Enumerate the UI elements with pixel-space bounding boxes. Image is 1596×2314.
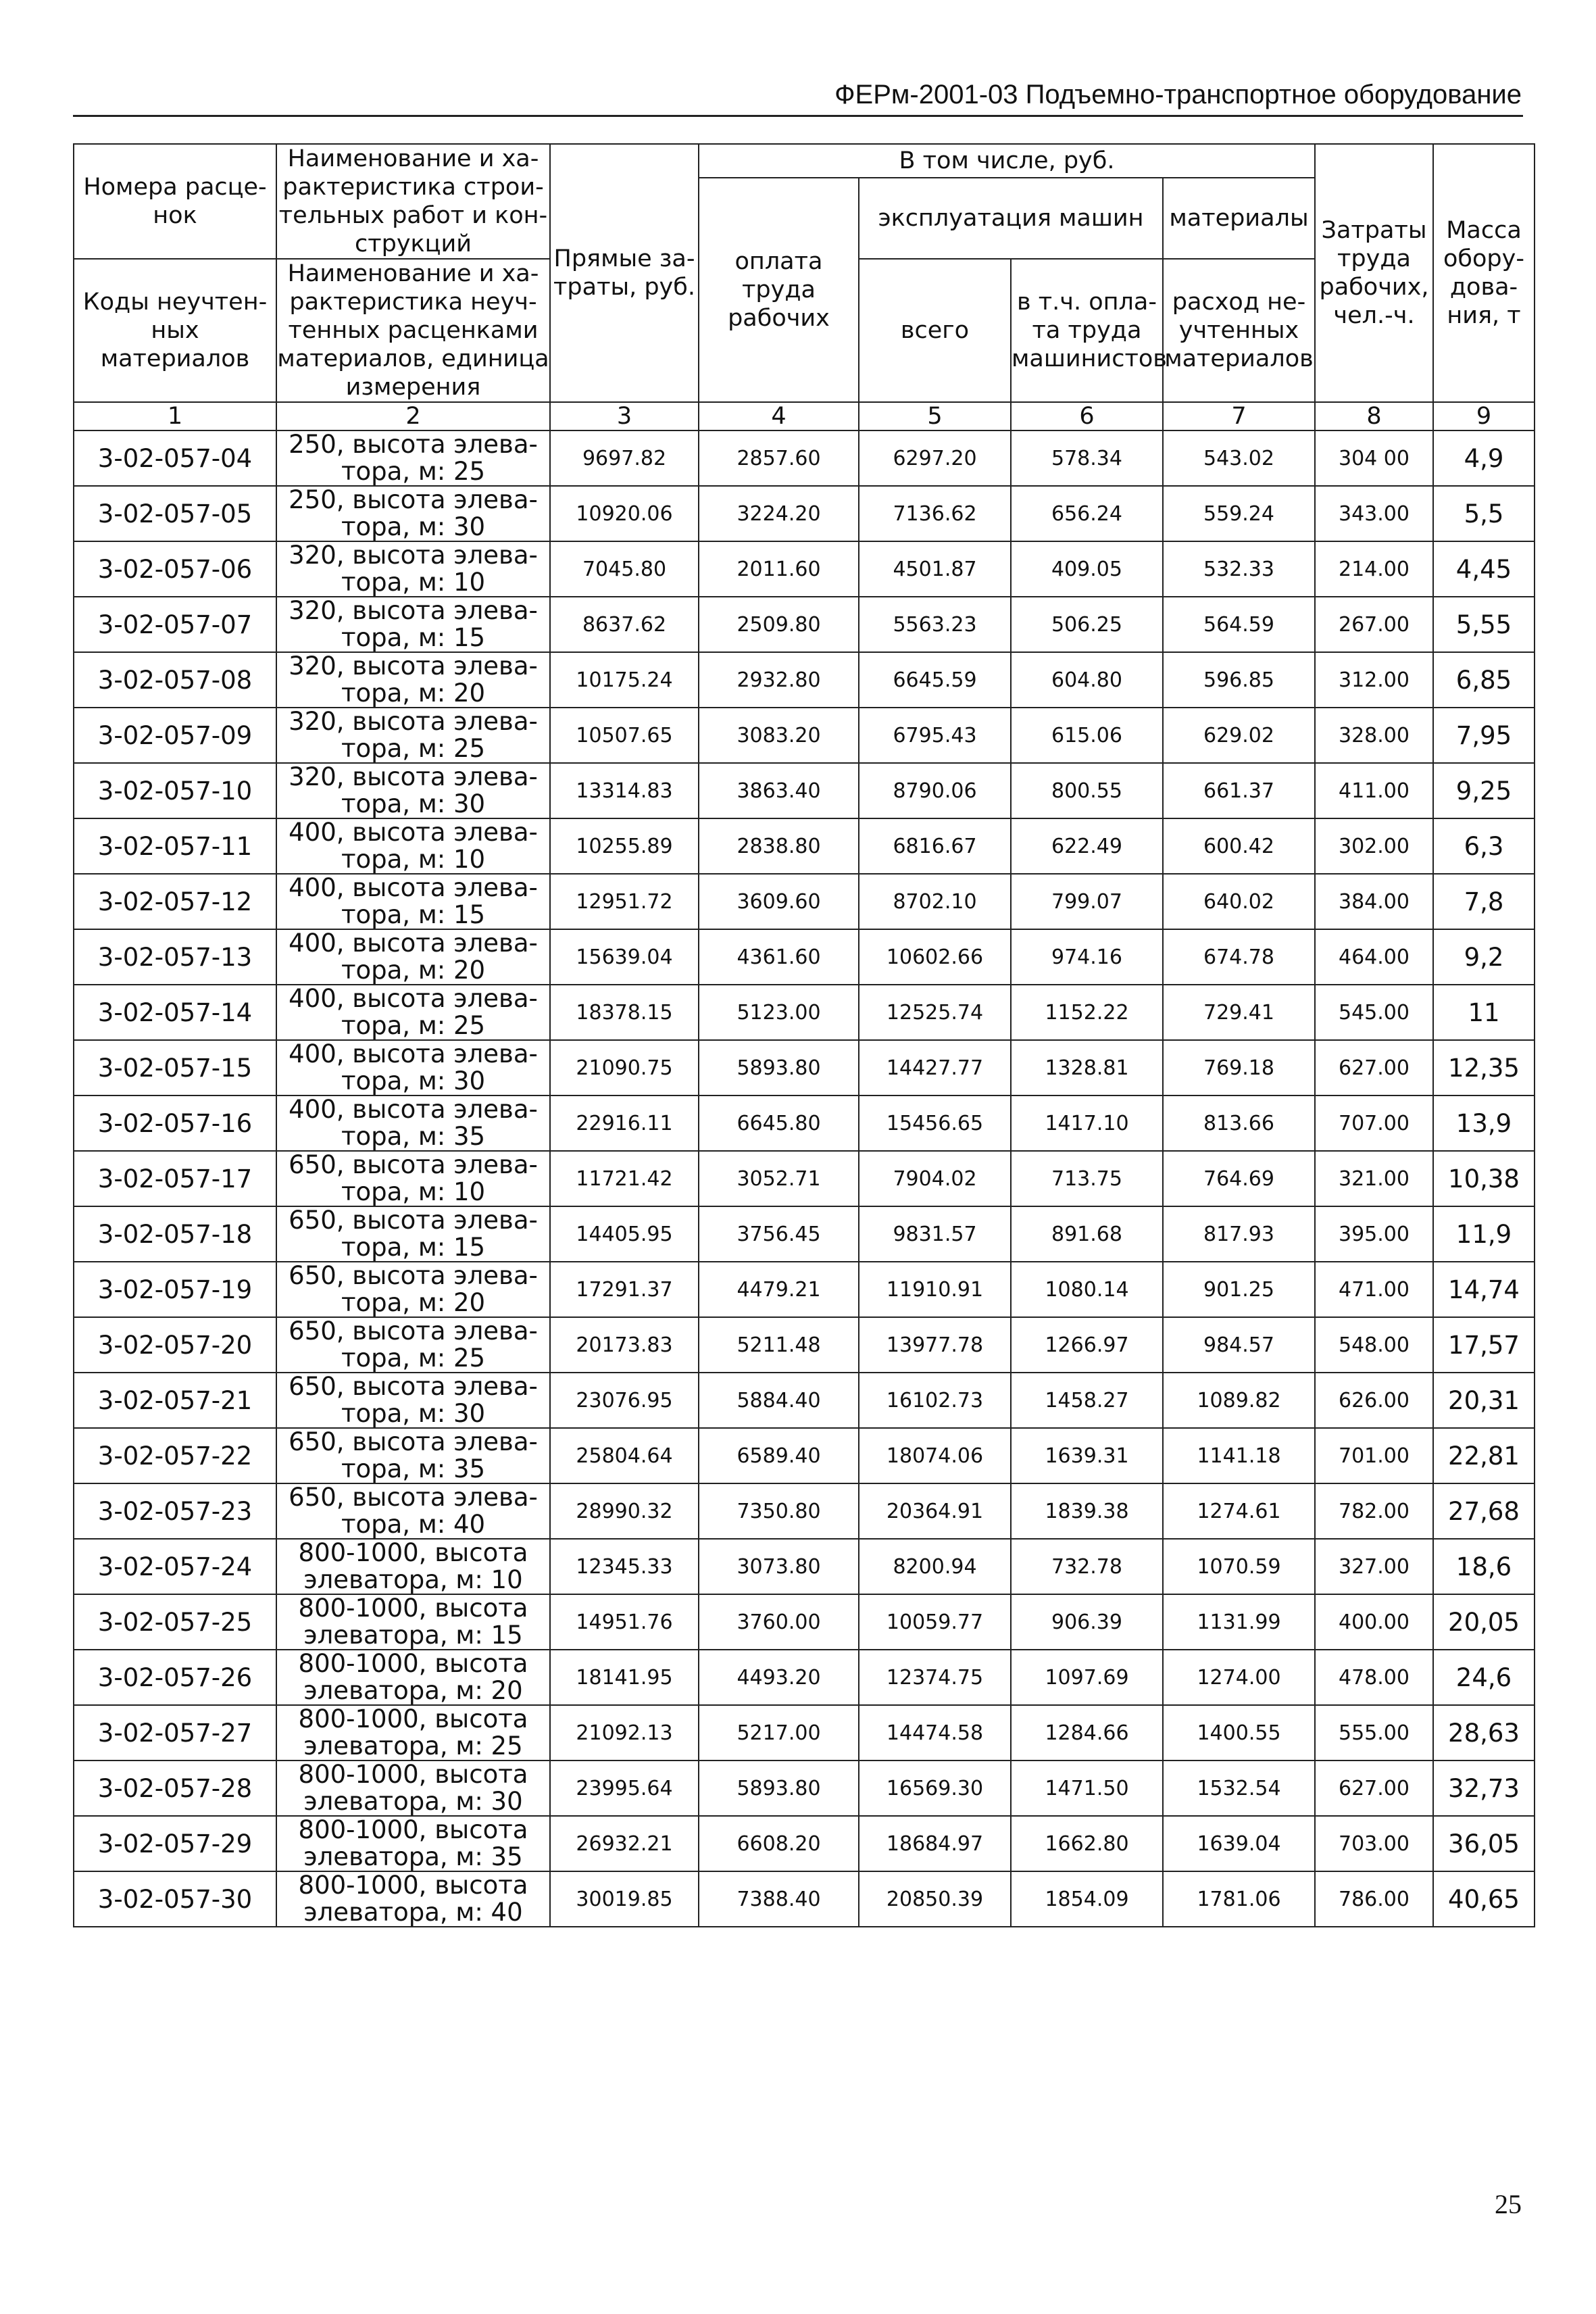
materials-cost-cell: 543.02 — [1163, 430, 1315, 486]
worker-wages-cell: 3073.80 — [699, 1539, 859, 1594]
work-description-cell: 800-1000, высота элеватора, м: 25 — [276, 1705, 550, 1761]
machines-total-cell: 7136.62 — [859, 486, 1011, 541]
rate-code-cell: 3-02-057-13 — [74, 929, 276, 985]
materials-cost-cell: 813.66 — [1163, 1096, 1315, 1151]
direct-costs-cell: 21090.75 — [550, 1040, 699, 1096]
equipment-mass-cell: 5,55 — [1433, 597, 1535, 652]
work-description-cell: 320, высота элева-тора, м: 10 — [276, 541, 550, 597]
equipment-mass-cell: 7,8 — [1433, 874, 1535, 929]
rate-code-cell: 3-02-057-14 — [74, 985, 276, 1040]
worker-wages-cell: 6608.20 — [699, 1816, 859, 1871]
materials-cost-cell: 769.18 — [1163, 1040, 1315, 1096]
table-row — [74, 652, 1535, 708]
labor-costs-cell: 545.00 — [1315, 985, 1433, 1040]
machines-total-cell: 16102.73 — [859, 1373, 1011, 1428]
direct-costs-cell: 14405.95 — [550, 1206, 699, 1262]
materials-cost-cell: 1131.99 — [1163, 1594, 1315, 1650]
table-row — [74, 1040, 1535, 1096]
equipment-mass-cell: 6,85 — [1433, 652, 1535, 708]
table-row — [74, 430, 1535, 486]
direct-costs-cell: 10175.24 — [550, 652, 699, 708]
rate-code-cell: 3-02-057-28 — [74, 1761, 276, 1816]
operator-wages-cell: 578.34 — [1011, 430, 1163, 486]
table-row — [74, 597, 1535, 652]
operator-wages-cell: 1328.81 — [1011, 1040, 1163, 1096]
machines-total-cell: 15456.65 — [859, 1096, 1011, 1151]
table-row — [74, 1594, 1535, 1650]
labor-costs-cell: 701.00 — [1315, 1428, 1433, 1483]
machines-total-cell: 7904.02 — [859, 1151, 1011, 1206]
table-row — [74, 1650, 1535, 1705]
operator-wages-cell: 906.39 — [1011, 1594, 1163, 1650]
equipment-mass-cell: 6,3 — [1433, 818, 1535, 874]
direct-costs-cell: 10507.65 — [550, 708, 699, 763]
worker-wages-cell: 2838.80 — [699, 818, 859, 874]
equipment-mass-cell: 5,5 — [1433, 486, 1535, 541]
rate-code-cell: 3-02-057-06 — [74, 541, 276, 597]
column-number: 1 — [74, 402, 276, 430]
work-description-cell: 320, высота элева-тора, м: 30 — [276, 763, 550, 818]
rate-code-cell: 3-02-057-23 — [74, 1483, 276, 1539]
labor-costs-cell: 267.00 — [1315, 597, 1433, 652]
machines-total-cell: 8702.10 — [859, 874, 1011, 929]
labor-costs-cell: 782.00 — [1315, 1483, 1433, 1539]
equipment-mass-cell: 10,38 — [1433, 1151, 1535, 1206]
header-unaccounted-codes: Коды неучтен-ных материалов — [74, 259, 276, 402]
rate-code-cell: 3-02-057-21 — [74, 1373, 276, 1428]
machines-total-cell: 9831.57 — [859, 1206, 1011, 1262]
worker-wages-cell: 6645.80 — [699, 1096, 859, 1151]
rate-code-cell: 3-02-057-09 — [74, 708, 276, 763]
labor-costs-cell: 328.00 — [1315, 708, 1433, 763]
worker-wages-cell: 5884.40 — [699, 1373, 859, 1428]
materials-cost-cell: 817.93 — [1163, 1206, 1315, 1262]
machines-total-cell: 20850.39 — [859, 1871, 1011, 1927]
worker-wages-cell: 6589.40 — [699, 1428, 859, 1483]
worker-wages-cell: 2509.80 — [699, 597, 859, 652]
worker-wages-cell: 4493.20 — [699, 1650, 859, 1705]
direct-costs-cell: 12951.72 — [550, 874, 699, 929]
direct-costs-cell: 30019.85 — [550, 1871, 699, 1927]
rate-code-cell: 3-02-057-19 — [74, 1262, 276, 1317]
work-description-cell: 400, высота элева-тора, м: 35 — [276, 1096, 550, 1151]
work-description-cell: 650, высота элева-тора, м: 10 — [276, 1151, 550, 1206]
worker-wages-cell: 2011.60 — [699, 541, 859, 597]
table-row — [74, 708, 1535, 763]
operator-wages-cell: 1417.10 — [1011, 1096, 1163, 1151]
worker-wages-cell: 4479.21 — [699, 1262, 859, 1317]
worker-wages-cell: 3052.71 — [699, 1151, 859, 1206]
rate-code-cell: 3-02-057-30 — [74, 1871, 276, 1927]
machines-total-cell: 14474.58 — [859, 1705, 1011, 1761]
direct-costs-cell: 26932.21 — [550, 1816, 699, 1871]
labor-costs-cell: 464.00 — [1315, 929, 1433, 985]
operator-wages-cell: 1080.14 — [1011, 1262, 1163, 1317]
table-row — [74, 763, 1535, 818]
direct-costs-cell: 7045.80 — [550, 541, 699, 597]
worker-wages-cell: 3083.20 — [699, 708, 859, 763]
equipment-mass-cell: 13,9 — [1433, 1096, 1535, 1151]
materials-cost-cell: 600.42 — [1163, 818, 1315, 874]
direct-costs-cell: 18378.15 — [550, 985, 699, 1040]
direct-costs-cell: 23076.95 — [550, 1373, 699, 1428]
machines-total-cell: 5563.23 — [859, 597, 1011, 652]
machines-total-cell: 18074.06 — [859, 1428, 1011, 1483]
materials-cost-cell: 1274.00 — [1163, 1650, 1315, 1705]
header-unaccounted-materials: расход не-учтенных материалов — [1163, 259, 1315, 402]
materials-cost-cell: 564.59 — [1163, 597, 1315, 652]
operator-wages-cell: 1284.66 — [1011, 1705, 1163, 1761]
operator-wages-cell: 656.24 — [1011, 486, 1163, 541]
equipment-mass-cell: 7,95 — [1433, 708, 1535, 763]
column-number: 3 — [550, 402, 699, 430]
materials-cost-cell: 1089.82 — [1163, 1373, 1315, 1428]
materials-cost-cell: 596.85 — [1163, 652, 1315, 708]
table-row — [74, 1539, 1535, 1594]
work-description-cell: 800-1000, высота элеватора, м: 10 — [276, 1539, 550, 1594]
work-description-cell: 800-1000, высота элеватора, м: 40 — [276, 1871, 550, 1927]
worker-wages-cell: 2857.60 — [699, 430, 859, 486]
materials-cost-cell: 901.25 — [1163, 1262, 1315, 1317]
equipment-mass-cell: 4,9 — [1433, 430, 1535, 486]
operator-wages-cell: 800.55 — [1011, 763, 1163, 818]
equipment-mass-cell: 20,05 — [1433, 1594, 1535, 1650]
direct-costs-cell: 11721.42 — [550, 1151, 699, 1206]
materials-cost-cell: 532.33 — [1163, 541, 1315, 597]
work-description-cell: 650, высота элева-тора, м: 20 — [276, 1262, 550, 1317]
materials-cost-cell: 1070.59 — [1163, 1539, 1315, 1594]
labor-costs-cell: 786.00 — [1315, 1871, 1433, 1927]
materials-cost-cell: 764.69 — [1163, 1151, 1315, 1206]
labor-costs-cell: 411.00 — [1315, 763, 1433, 818]
header-labor-costs: Затраты труда рабочих, чел.-ч. — [1315, 144, 1433, 402]
rate-code-cell: 3-02-057-04 — [74, 430, 276, 486]
materials-cost-cell: 984.57 — [1163, 1317, 1315, 1373]
labor-costs-cell: 707.00 — [1315, 1096, 1433, 1151]
rate-code-cell: 3-02-057-10 — [74, 763, 276, 818]
operator-wages-cell: 1458.27 — [1011, 1373, 1163, 1428]
table-row — [74, 541, 1535, 597]
table-row — [74, 1262, 1535, 1317]
labor-costs-cell: 627.00 — [1315, 1761, 1433, 1816]
rate-code-cell: 3-02-057-18 — [74, 1206, 276, 1262]
rate-code-cell: 3-02-057-26 — [74, 1650, 276, 1705]
direct-costs-cell: 21092.13 — [550, 1705, 699, 1761]
header-unaccounted-name: Наименование и ха-рактеристика неуч-тенных расценками материалов, единица измерения — [277, 260, 549, 401]
worker-wages-cell: 3609.60 — [699, 874, 859, 929]
worker-wages-cell: 3863.40 — [699, 763, 859, 818]
equipment-mass-cell: 20,31 — [1433, 1373, 1535, 1428]
rate-code-cell: 3-02-057-12 — [74, 874, 276, 929]
rate-code-cell: 3-02-057-29 — [74, 1816, 276, 1871]
table-row — [74, 1871, 1535, 1927]
rate-code-cell: 3-02-057-25 — [74, 1594, 276, 1650]
labor-costs-cell: 703.00 — [1315, 1816, 1433, 1871]
rate-code-cell: 3-02-057-20 — [74, 1317, 276, 1373]
materials-cost-cell: 1532.54 — [1163, 1761, 1315, 1816]
machines-total-cell: 8200.94 — [859, 1539, 1011, 1594]
table-row — [74, 1483, 1535, 1539]
table-row — [74, 1816, 1535, 1871]
worker-wages-cell: 2932.80 — [699, 652, 859, 708]
labor-costs-cell: 471.00 — [1315, 1262, 1433, 1317]
table-row — [74, 985, 1535, 1040]
direct-costs-cell: 12345.33 — [550, 1539, 699, 1594]
direct-costs-cell: 15639.04 — [550, 929, 699, 985]
table-row — [74, 1206, 1535, 1262]
operator-wages-cell: 713.75 — [1011, 1151, 1163, 1206]
worker-wages-cell: 3760.00 — [699, 1594, 859, 1650]
work-description-cell: 800-1000, высота элеватора, м: 35 — [276, 1816, 550, 1871]
machines-total-cell: 6297.20 — [859, 430, 1011, 486]
table-row — [74, 929, 1535, 985]
operator-wages-cell: 409.05 — [1011, 541, 1163, 597]
header-rule — [73, 115, 1523, 117]
operator-wages-cell: 622.49 — [1011, 818, 1163, 874]
work-description-cell: 400, высота элева-тора, м: 10 — [276, 818, 550, 874]
document-header-title: ФЕРм-2001-03 Подъемно-транспортное оборудование — [834, 80, 1522, 109]
machines-total-cell: 6816.67 — [859, 818, 1011, 874]
operator-wages-cell: 604.80 — [1011, 652, 1163, 708]
table-row — [74, 1705, 1535, 1761]
direct-costs-cell: 10920.06 — [550, 486, 699, 541]
work-description-cell: 650, высота элева-тора, м: 30 — [276, 1373, 550, 1428]
machines-total-cell: 10602.66 — [859, 929, 1011, 985]
work-description-cell: 650, высота элева-тора, м: 15 — [276, 1206, 550, 1262]
direct-costs-cell: 28990.32 — [550, 1483, 699, 1539]
table-row — [74, 818, 1535, 874]
rate-code-cell: 3-02-057-16 — [74, 1096, 276, 1151]
header-equipment-mass: Масса обору-дова-ния, т — [1433, 144, 1535, 402]
machines-total-cell: 14427.77 — [859, 1040, 1011, 1096]
work-description-cell: 250, высота элева-тора, м: 25 — [276, 430, 550, 486]
table-row — [74, 1151, 1535, 1206]
labor-costs-cell: 555.00 — [1315, 1705, 1433, 1761]
rate-code-cell: 3-02-057-17 — [74, 1151, 276, 1206]
table-row — [74, 874, 1535, 929]
worker-wages-cell: 5123.00 — [699, 985, 859, 1040]
header-work-name: Наименование и ха-рактеристика строи-тельных работ и кон-струкций — [276, 144, 550, 259]
direct-costs-cell: 10255.89 — [550, 818, 699, 874]
direct-costs-cell: 22916.11 — [550, 1096, 699, 1151]
work-description-cell: 400, высота элева-тора, м: 30 — [276, 1040, 550, 1096]
rates-table — [73, 143, 1535, 1927]
machines-total-cell: 16569.30 — [859, 1761, 1011, 1816]
work-description-cell: 650, высота элева-тора, м: 25 — [276, 1317, 550, 1373]
materials-cost-cell: 559.24 — [1163, 486, 1315, 541]
equipment-mass-cell: 4,45 — [1433, 541, 1535, 597]
equipment-mass-cell: 27,68 — [1433, 1483, 1535, 1539]
materials-cost-cell: 1781.06 — [1163, 1871, 1315, 1927]
labor-costs-cell: 626.00 — [1315, 1373, 1433, 1428]
page-number: 25 — [1495, 2189, 1522, 2219]
column-number: 9 — [1433, 402, 1535, 430]
table-row — [74, 1317, 1535, 1373]
equipment-mass-cell: 9,2 — [1433, 929, 1535, 985]
operator-wages-cell: 615.06 — [1011, 708, 1163, 763]
column-number: 6 — [1011, 402, 1163, 430]
equipment-mass-cell: 18,6 — [1433, 1539, 1535, 1594]
direct-costs-cell: 25804.64 — [550, 1428, 699, 1483]
work-description-cell: 650, высота элева-тора, м: 40 — [276, 1483, 550, 1539]
direct-costs-cell: 13314.83 — [550, 763, 699, 818]
labor-costs-cell: 384.00 — [1315, 874, 1433, 929]
direct-costs-cell: 14951.76 — [550, 1594, 699, 1650]
equipment-mass-cell: 32,73 — [1433, 1761, 1535, 1816]
operator-wages-cell: 1839.38 — [1011, 1483, 1163, 1539]
equipment-mass-cell: 11 — [1433, 985, 1535, 1040]
work-description-cell: 400, высота элева-тора, м: 25 — [276, 985, 550, 1040]
equipment-mass-cell: 40,65 — [1433, 1871, 1535, 1927]
worker-wages-cell: 5211.48 — [699, 1317, 859, 1373]
labor-costs-cell: 312.00 — [1315, 652, 1433, 708]
machines-total-cell: 10059.77 — [859, 1594, 1011, 1650]
direct-costs-cell: 9697.82 — [550, 430, 699, 486]
worker-wages-cell: 7350.80 — [699, 1483, 859, 1539]
equipment-mass-cell: 14,74 — [1433, 1262, 1535, 1317]
equipment-mass-cell: 24,6 — [1433, 1650, 1535, 1705]
work-description-cell: 320, высота элева-тора, м: 15 — [276, 597, 550, 652]
equipment-mass-cell: 28,63 — [1433, 1705, 1535, 1761]
rate-code-cell: 3-02-057-15 — [74, 1040, 276, 1096]
header-machine-operation: эксплуатация машин — [859, 178, 1163, 259]
materials-cost-cell: 1400.55 — [1163, 1705, 1315, 1761]
operator-wages-cell: 506.25 — [1011, 597, 1163, 652]
machines-total-cell: 8790.06 — [859, 763, 1011, 818]
work-description-cell: 320, высота элева-тора, м: 20 — [276, 652, 550, 708]
labor-costs-cell: 548.00 — [1315, 1317, 1433, 1373]
worker-wages-cell: 5217.00 — [699, 1705, 859, 1761]
materials-cost-cell: 1141.18 — [1163, 1428, 1315, 1483]
operator-wages-cell: 891.68 — [1011, 1206, 1163, 1262]
direct-costs-cell: 8637.62 — [550, 597, 699, 652]
operator-wages-cell: 1266.97 — [1011, 1317, 1163, 1373]
worker-wages-cell: 5893.80 — [699, 1761, 859, 1816]
header-worker-wages: оплата труда рабочих — [699, 178, 859, 402]
rate-code-cell: 3-02-057-22 — [74, 1428, 276, 1483]
header-operator-wages: в т.ч. опла-та труда машинистов — [1011, 259, 1163, 402]
table-row — [74, 486, 1535, 541]
column-number: 2 — [276, 402, 550, 430]
rate-code-cell: 3-02-057-05 — [74, 486, 276, 541]
header-rate-codes: Номера расце-нок — [74, 144, 276, 259]
rate-code-cell: 3-02-057-24 — [74, 1539, 276, 1594]
labor-costs-cell: 321.00 — [1315, 1151, 1433, 1206]
column-number: 5 — [859, 402, 1011, 430]
equipment-mass-cell: 36,05 — [1433, 1816, 1535, 1871]
labor-costs-cell: 304 00 — [1315, 430, 1433, 486]
worker-wages-cell: 3756.45 — [699, 1206, 859, 1262]
direct-costs-cell: 20173.83 — [550, 1317, 699, 1373]
worker-wages-cell: 3224.20 — [699, 486, 859, 541]
equipment-mass-cell: 22,81 — [1433, 1428, 1535, 1483]
materials-cost-cell: 674.78 — [1163, 929, 1315, 985]
materials-cost-cell: 640.02 — [1163, 874, 1315, 929]
operator-wages-cell: 974.16 — [1011, 929, 1163, 985]
labor-costs-cell: 395.00 — [1315, 1206, 1433, 1262]
rate-code-cell: 3-02-057-07 — [74, 597, 276, 652]
labor-costs-cell: 400.00 — [1315, 1594, 1433, 1650]
machines-total-cell: 12525.74 — [859, 985, 1011, 1040]
table-row — [74, 1373, 1535, 1428]
worker-wages-cell: 5893.80 — [699, 1040, 859, 1096]
labor-costs-cell: 478.00 — [1315, 1650, 1433, 1705]
labor-costs-cell: 327.00 — [1315, 1539, 1433, 1594]
machines-total-cell: 18684.97 — [859, 1816, 1011, 1871]
rate-code-cell: 3-02-057-08 — [74, 652, 276, 708]
worker-wages-cell: 7388.40 — [699, 1871, 859, 1927]
operator-wages-cell: 1662.80 — [1011, 1816, 1163, 1871]
operator-wages-cell: 732.78 — [1011, 1539, 1163, 1594]
rate-code-cell: 3-02-057-27 — [74, 1705, 276, 1761]
labor-costs-cell: 302.00 — [1315, 818, 1433, 874]
work-description-cell: 320, высота элева-тора, м: 25 — [276, 708, 550, 763]
header-materials: материалы — [1163, 178, 1315, 259]
materials-cost-cell: 629.02 — [1163, 708, 1315, 763]
column-number: 7 — [1163, 402, 1315, 430]
header-direct-costs: Прямые за-траты, руб. — [550, 144, 699, 402]
labor-costs-cell: 627.00 — [1315, 1040, 1433, 1096]
machines-total-cell: 4501.87 — [859, 541, 1011, 597]
machines-total-cell: 20364.91 — [859, 1483, 1011, 1539]
equipment-mass-cell: 12,35 — [1433, 1040, 1535, 1096]
work-description-cell: 800-1000, высота элеватора, м: 15 — [276, 1594, 550, 1650]
header-including: В том числе, руб. — [699, 144, 1315, 178]
operator-wages-cell: 1639.31 — [1011, 1428, 1163, 1483]
column-number: 4 — [699, 402, 859, 430]
table-row — [74, 1096, 1535, 1151]
direct-costs-cell: 17291.37 — [550, 1262, 699, 1317]
machines-total-cell: 6645.59 — [859, 652, 1011, 708]
work-description-cell: 800-1000, высота элеватора, м: 20 — [276, 1650, 550, 1705]
work-description-cell: 400, высота элева-тора, м: 15 — [276, 874, 550, 929]
materials-cost-cell: 1274.61 — [1163, 1483, 1315, 1539]
work-description-cell: 250, высота элева-тора, м: 30 — [276, 486, 550, 541]
work-description-cell: 400, высота элева-тора, м: 20 — [276, 929, 550, 985]
labor-costs-cell: 343.00 — [1315, 486, 1433, 541]
operator-wages-cell: 799.07 — [1011, 874, 1163, 929]
operator-wages-cell: 1854.09 — [1011, 1871, 1163, 1927]
column-number: 8 — [1315, 402, 1433, 430]
materials-cost-cell: 729.41 — [1163, 985, 1315, 1040]
materials-cost-cell: 1639.04 — [1163, 1816, 1315, 1871]
rate-code-cell: 3-02-057-11 — [74, 818, 276, 874]
machines-total-cell: 12374.75 — [859, 1650, 1011, 1705]
table-row — [74, 1761, 1535, 1816]
operator-wages-cell: 1097.69 — [1011, 1650, 1163, 1705]
labor-costs-cell: 214.00 — [1315, 541, 1433, 597]
materials-cost-cell: 661.37 — [1163, 763, 1315, 818]
equipment-mass-cell: 9,25 — [1433, 763, 1535, 818]
direct-costs-cell: 18141.95 — [550, 1650, 699, 1705]
machines-total-cell: 13977.78 — [859, 1317, 1011, 1373]
machines-total-cell: 6795.43 — [859, 708, 1011, 763]
equipment-mass-cell: 11,9 — [1433, 1206, 1535, 1262]
work-description-cell: 800-1000, высота элеватора, м: 30 — [276, 1761, 550, 1816]
direct-costs-cell: 23995.64 — [550, 1761, 699, 1816]
header-machines-total: всего — [859, 259, 1011, 402]
worker-wages-cell: 4361.60 — [699, 929, 859, 985]
equipment-mass-cell: 17,57 — [1433, 1317, 1535, 1373]
operator-wages-cell: 1471.50 — [1011, 1761, 1163, 1816]
machines-total-cell: 11910.91 — [859, 1262, 1011, 1317]
table-row — [74, 1428, 1535, 1483]
operator-wages-cell: 1152.22 — [1011, 985, 1163, 1040]
work-description-cell: 650, высота элева-тора, м: 35 — [276, 1428, 550, 1483]
